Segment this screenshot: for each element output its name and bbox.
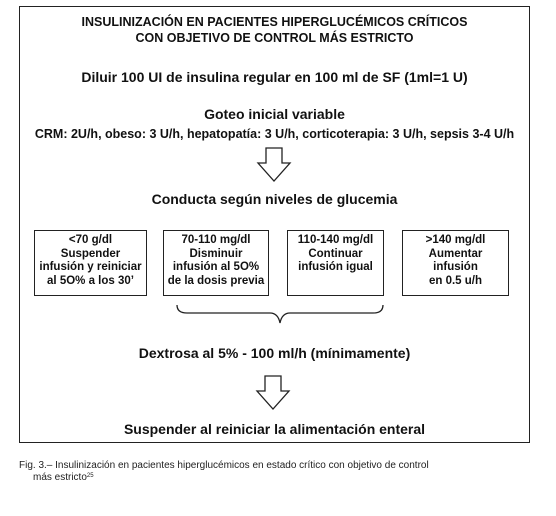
dextrose-instruction: Dextrosa al 5% - 100 ml/h (mínimamente) <box>138 345 411 361</box>
box-line: Suspender <box>60 247 121 260</box>
diagram-title-line-2: CON OBJETIVO DE CONTROL MÁS ESTRICTO <box>135 31 414 45</box>
dilution-instruction: Diluir 100 UI de insulina regular en 100 ml de SF (1ml=1 U) <box>81 69 468 85</box>
glucose-box-under-70 <box>34 230 147 296</box>
caption-line-2: más estricto <box>33 472 87 483</box>
box-line: al 5O% a los 30’ <box>47 274 134 287</box>
glucose-box-over-140 <box>402 230 509 296</box>
box-line: Aumentar <box>428 247 483 260</box>
box-line: infusión y reiniciar <box>39 261 142 273</box>
box-line: >140 mg/dl <box>425 234 486 246</box>
box-line: infusión igual <box>298 261 373 273</box>
diagram-title-line-1: INSULINIZACIÓN EN PACIENTES HIPERGLUCÉMICOS CRÍTICOS <box>81 15 468 29</box>
conduct-heading: Conducta según niveles de glucemia <box>151 191 398 207</box>
box-line: Disminuir <box>189 247 243 260</box>
box-line: 110-140 mg/dl <box>297 234 374 246</box>
box-line: de la dosis previa <box>167 274 265 287</box>
suspend-instruction: Suspender al reiniciar la alimentación enteral <box>123 421 426 437</box>
box-line: infusión al 5O% <box>172 261 260 273</box>
caption-reference: 25 <box>86 473 94 479</box>
down-arrow-icon <box>256 147 292 183</box>
box-line: Continuar <box>308 247 363 260</box>
figure-caption <box>19 460 539 484</box>
box-line: infusión <box>433 261 478 273</box>
initial-drip-heading: Goteo inicial variable <box>204 106 345 122</box>
glucose-box-70-110 <box>163 230 269 296</box>
box-line: 70-110 mg/dl <box>181 234 251 246</box>
box-line: en 0.5 u/h <box>428 274 483 287</box>
box-line: <70 g/dl <box>68 234 113 246</box>
down-arrow-icon <box>255 375 291 411</box>
crm-dosing-line: CRM: 2U/h, obeso: 3 U/h, hepatopatía: 3 U/h, corticoterapia: 3 U/h, sepsis 3-4 U/h <box>34 127 515 141</box>
grouping-brace <box>175 304 385 326</box>
caption-line-2-wrap <box>19 472 539 484</box>
glucose-box-110-140 <box>287 230 384 296</box>
caption-line-1: Fig. 3.– Insulinización en pacientes hiperglucémicos en estado crítico con objetivo de control <box>19 460 429 471</box>
